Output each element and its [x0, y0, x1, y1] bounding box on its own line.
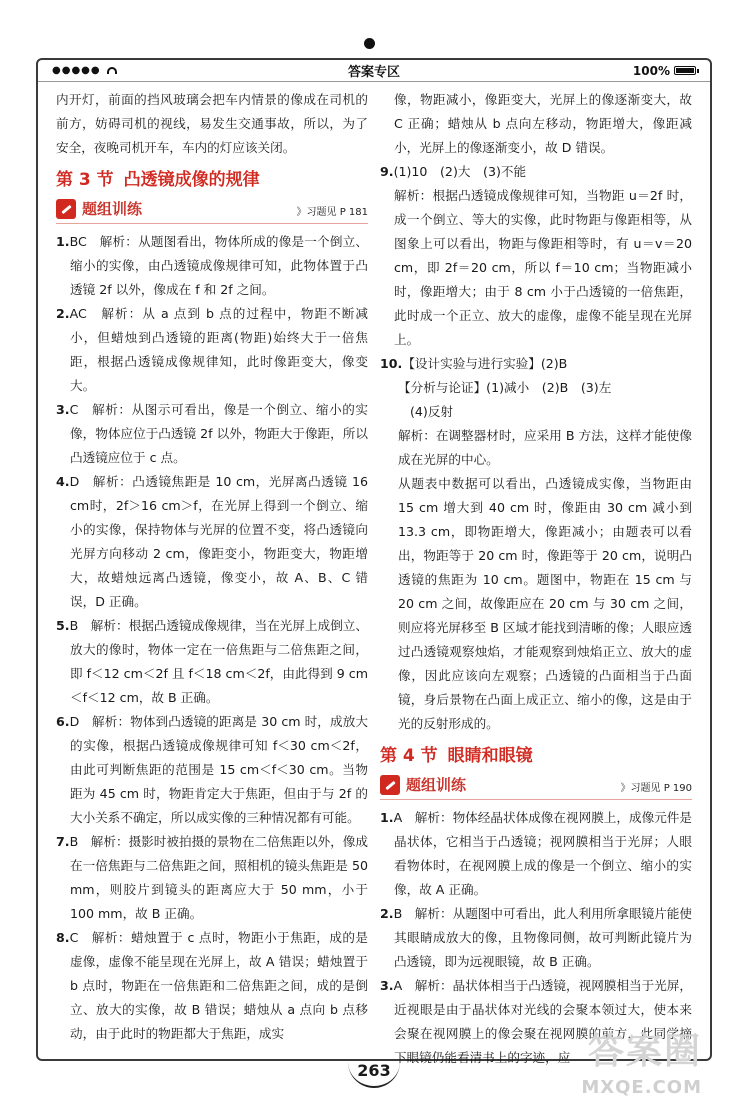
exercise-bar-title: 题组训练: [82, 200, 143, 218]
intro-paragraph: 内开灯，前面的挡风玻璃会把车内情景的像成在司机的前方，妨碍司机的视线，易发生交通事故，所以，为了安全，夜晚司机开车，车内的灯应该关闭。: [56, 92, 368, 155]
analysis-paragraph: 解析：在调整器材时，应采用 B 方法，这样才能使像成在光屏的中心。: [398, 428, 692, 467]
answer-item: 8.C 解析：蜡烛置于 c 点时，物距小于焦距，成的是虚像，虚像不能呈现在光屏上，故 A 错误；蜡烛置于 b 点时，物距在一倍焦距和二倍焦距之间，成的是倒立、放大的实像，故 B 错误；蜡烛从 a 点向 b 点移动，由于此时的物距都大于焦距，成实: [56, 930, 368, 1041]
answer-item: 2.B 解析：从题图中可看出，此人利用所拿眼镜片能使其眼睛成放大的像，且物像同侧，故可判断此镜片为凸透镜，即为远视眼镜，故 B 正确。: [380, 906, 692, 969]
exercise-bar: [56, 198, 368, 224]
section-title: 凸透镜成像的规律: [123, 170, 260, 190]
wifi-icon: [107, 67, 117, 74]
signal-indicator: [52, 65, 117, 76]
status-title: 答案专区: [347, 65, 400, 80]
watermark-url: MXQE.COM: [581, 1077, 702, 1098]
battery-indicator: [633, 64, 696, 78]
exercise-reference: 》习题见 P 190: [620, 783, 692, 794]
analysis-tail: (4)反射: [410, 404, 454, 419]
pencil-icon: [56, 199, 76, 219]
divider: [56, 223, 368, 224]
continuation-paragraph: 像，物距减小，像距变大，光屏上的像逐渐变大，故 C 正确；蜡烛从 b 点向左移动，物距增大，像距减小，光屏上的像逐渐变小，故 D 错误。: [394, 92, 692, 155]
exercise-reference: 》习题见 P 181: [296, 207, 368, 218]
signal-icon: ●●●●●: [52, 65, 101, 76]
answer-item: 1.A 解析：物体经晶状体成像在视网膜上，成像元件是晶状体，它相当于凸透镜；视网膜相当于光屏；人眼看物体时，在视网膜上成的像是一个倒立、缩小的实像，故 A 正确。: [380, 810, 692, 897]
section-heading: [380, 742, 692, 770]
answer-item: 6.D 解析：物体到凸透镜的距离是 30 cm 时，成放大的实像，根据凸透镜成像规律可知 f＜30 cm＜2f，由此可判断焦距的范围是 15 cm＜f＜30 cm。当物距为 45 cm 时，物距肯定大于焦距，但由于与 2f 的大小关系不确定，所以成实像的三种情况都有可能。: [56, 714, 368, 825]
section-number: 第 4 节: [380, 746, 438, 766]
left-column: [56, 88, 368, 1046]
answer-item: 2.AC 解析：从 a 点到 b 点的过程中，物距不断减小，但蜡烛到凸透镜的距离(物距)始终大于一倍焦距，根据凸透镜成像规律知，此时像距变大，像变大。: [56, 306, 368, 393]
exercise-bar: [380, 774, 692, 800]
pencil-icon: [380, 775, 400, 795]
battery-icon: [674, 66, 696, 75]
page-number: 263: [348, 1056, 400, 1088]
section-title: 眼睛和眼镜: [447, 746, 533, 766]
answer-item: 4.D 解析：凸透镜焦距是 10 cm，光屏离凸透镜 16 cm时，2f＞16 cm＞f，在光屏上得到一个倒立、缩小的实像，保持物体与光屏的位置不变，将凸透镜向光屏方向移动 2 cm，像距变小，物距变大，物距增大，故蜡烛远离凸透镜，像变小，故 A、B、C 错误，D 正确。: [56, 474, 368, 609]
analysis-detail: 从题表中数据可以看出，凸透镜成实像，当物距由 15 cm 增大到 40 cm 时，像距由 30 cm 减小到 13.3 cm，即物距增大，像距减小；由题表可以看出，物距等于 20 cm 时，像距等于 20 cm，说明凸透镜的焦距为 10 cm。题图中，物距在 15 cm 与 20 cm 之间，故像距应在 20 cm 与 30 cm 之间，则应将光屏移至 B 区域才能找到清晰的像；人眼应透过凸透镜观察烛焰，才能观察到烛焰正立、放大的虚像，因此应该向左观察；凸透镜的凸面相当于凸面镜，身后景物在凸面上成正立、缩小的像，这是由于光的反射形成的。: [398, 476, 692, 731]
section-heading: [56, 166, 368, 194]
answer-item: 5.B 解析：根据凸透镜成像规律，当在光屏上成倒立、放大的像时，物体一定在一倍焦距与二倍焦距之间，即 f＜12 cm＜2f 且 f＜18 cm＜2f，由此得到 9 cm＜f＜12 cm，故 B 正确。: [56, 618, 368, 705]
answer-item: 7.B 解析：摄影时被拍摄的景物在二倍焦距以外，像成在一倍焦距与二倍焦距之间，照相机的镜头焦距是 50 mm，则胶片到镜头的距离应大于 50 mm，小于 100 mm，故 B 正确。: [56, 834, 368, 921]
analysis-paragraph: 解析：根据凸透镜成像规律可知，当物距 u＝2f 时，成一个倒立、等大的实像，此时物距与像距相等，从图象上可以看出，物距与像距相等时，有 u＝v＝20 cm，即 2f＝20 cm，所以 f＝10 cm；当物距减小时，像距增大；由于 8 cm 小于凸透镜的一倍焦距，此时成一个正立、放大的虚像，虚像不能呈现在光屏上。: [394, 188, 692, 347]
answer-item: 3.A 解析：晶状体相当于凸透镜，视网膜相当于光屏，近视眼是由于晶状体对光线的会聚本领过大，使本来会聚在视网膜上的像会聚在视网膜的前方，此同学摘下眼镜仍能看清书上的字迹，应: [380, 978, 692, 1065]
watermark-text: 答案圈: [587, 1030, 702, 1072]
answer-item: 10.【设计实验与进行实验】(2)B: [380, 356, 568, 371]
section-number: 第 3 节: [56, 170, 114, 190]
divider: [380, 799, 692, 800]
status-bar: [38, 60, 710, 82]
exercise-bar-title: 题组训练: [406, 776, 467, 794]
answer-item: 3.C 解析：从图示可看出，像是一个倒立、缩小的实像，物体应位于凸透镜 2f 以外，物距大于像距，所以凸透镜应位于 c 点。: [56, 402, 368, 465]
watermark-logo: [580, 1030, 720, 1104]
battery-percent: 100%: [632, 63, 670, 78]
answer-item: 1.BC 解析：从题图看出，物体所成的像是一个倒立、缩小的实像，由凸透镜成像规律可知，此物体置于凸透镜 2f 以外，像成在 f 和 2f 之间。: [56, 234, 368, 297]
analysis-heading: 【分析与论证】(1)减小 (2)B (3)左: [398, 380, 612, 395]
answer-item: 9.(1)10 (2)大 (3)不能: [380, 164, 527, 179]
right-column: [380, 88, 692, 1070]
binding-dot: [364, 38, 375, 49]
